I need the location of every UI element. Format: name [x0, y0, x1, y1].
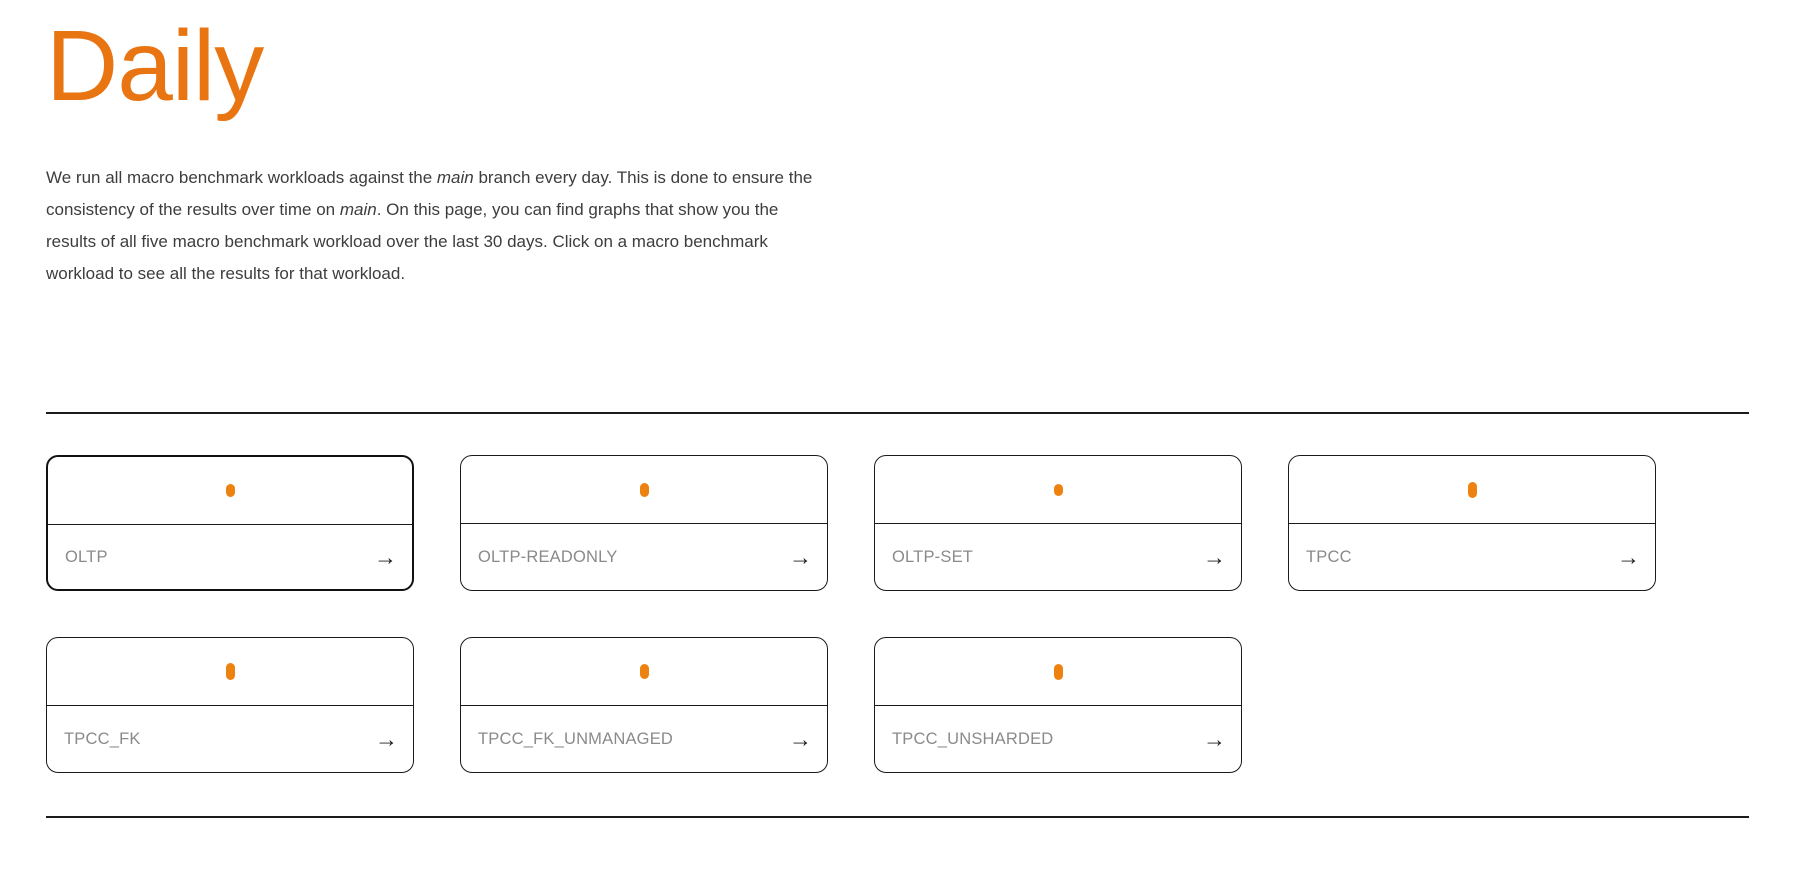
bottom-divider [46, 816, 1749, 818]
workload-card[interactable] [46, 637, 414, 773]
workload-card[interactable] [874, 455, 1242, 591]
workload-thumbnail-area [48, 457, 412, 525]
intro-text-segment: results of all five macro benchmark workload over the last 30 days. Click on a macro benchmark [46, 232, 768, 251]
arrow-right-icon: → [789, 725, 812, 752]
workload-card[interactable] [874, 637, 1242, 773]
arrow-right-icon: → [374, 543, 397, 570]
intro-text-segment: workload to see all the results for that workload. [46, 264, 406, 283]
workload-thumbnail-dot [226, 663, 235, 680]
workload-card-footer [461, 706, 827, 772]
workload-card[interactable] [1288, 455, 1656, 591]
top-divider [46, 412, 1749, 414]
intro-paragraph [46, 162, 946, 290]
workload-card-footer [48, 525, 412, 589]
workload-thumbnail-area [461, 638, 827, 706]
workload-thumbnail-dot [640, 664, 649, 679]
workload-card[interactable] [46, 455, 414, 591]
workload-card-footer [875, 706, 1241, 772]
intro-text-segment: We run all macro benchmark workloads against the [46, 168, 437, 187]
workload-thumbnail-dot [226, 484, 235, 497]
workload-thumbnail-dot [1054, 664, 1063, 680]
workload-thumbnail-area [875, 456, 1241, 524]
workload-card-label: TPCC_FK_UNMANAGED [478, 729, 674, 748]
intro-branch-name: main [339, 200, 377, 219]
arrow-right-icon: → [1617, 543, 1640, 570]
workload-thumbnail-area [47, 638, 413, 706]
intro-text-segment: . On this page, you can find graphs that show you the [376, 200, 779, 219]
workload-card[interactable] [460, 637, 828, 773]
arrow-right-icon: → [1203, 725, 1226, 752]
workload-thumbnail-dot [1468, 482, 1477, 498]
workload-card-footer [1289, 524, 1655, 590]
workload-thumbnail-dot [640, 483, 649, 497]
workload-card-label: OLTP [65, 547, 108, 566]
intro-branch-name: main [436, 168, 474, 187]
intro-text-segment: consistency of the results over time on [46, 200, 340, 219]
workload-thumbnail-area [1289, 456, 1655, 524]
workload-card-label: OLTP-SET [892, 547, 974, 566]
daily-benchmarks-page [0, 10, 1795, 818]
workload-card-footer [875, 524, 1241, 590]
workload-thumbnail-area [461, 456, 827, 524]
workload-thumbnail-dot [1054, 484, 1063, 496]
workload-card-footer [47, 706, 413, 772]
workload-card-grid [46, 455, 1749, 773]
arrow-right-icon: → [1203, 543, 1226, 570]
workload-card-label: TPCC_UNSHARDED [892, 729, 1054, 748]
arrow-right-icon: → [789, 543, 812, 570]
workload-card-footer [461, 524, 827, 590]
arrow-right-icon: → [375, 725, 398, 752]
workload-card-label: TPCC [1306, 547, 1352, 566]
workload-card[interactable] [460, 455, 828, 591]
workload-card-label: TPCC_FK [64, 729, 141, 748]
intro-text-segment: branch every day. This is done to ensure the [473, 168, 813, 187]
workload-thumbnail-area [875, 638, 1241, 706]
page-title: Daily [46, 10, 264, 122]
workload-card-label: OLTP-READONLY [478, 547, 618, 566]
